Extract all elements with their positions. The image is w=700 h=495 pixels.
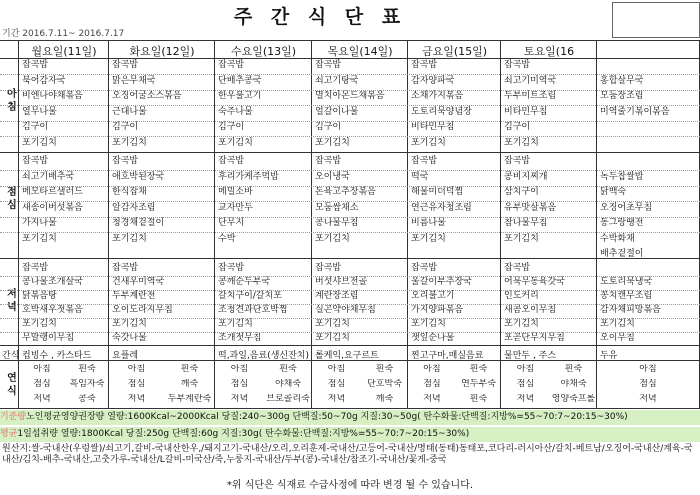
breakfast-item: 김구이 bbox=[218, 122, 245, 132]
breakfast-item: 두부미트조림 bbox=[504, 91, 557, 101]
lunch-item: 메모타르샐러드 bbox=[22, 187, 83, 197]
page-title: 주 간 식 단 표 bbox=[233, 6, 407, 28]
dinner-item: 건새우미역국 bbox=[112, 277, 165, 287]
lunch-item: 애호박된장국 bbox=[112, 171, 165, 182]
footer-note: *위 식단은 식재료 수급사정에 따라 변경 될 수 있습니다. bbox=[226, 480, 474, 491]
breakfast-item: 열무나물 bbox=[22, 106, 57, 117]
dinner-item: 잡곡밥 bbox=[411, 263, 438, 273]
staff-cell: 점심 bbox=[230, 379, 249, 389]
breakfast-item: 잡곡밥 bbox=[112, 60, 139, 70]
dinner-item: 버섯샤브전골 bbox=[315, 277, 368, 287]
period-label: 기간 2016.7.11~ 2016.7.17 bbox=[2, 29, 125, 39]
nutrition-standard: 기준량노인평균영양권장량 열량:1600Kcal~2000Kcal 당질:240~300g 단백질:50~70g 지질:30~50g( 탄수화물:단백질:지방%=55~70:7~20:15~30%) bbox=[0, 410, 700, 425]
meal-label-breakfast: 아 침 bbox=[7, 89, 17, 113]
breakfast-item: 포기김치 bbox=[218, 137, 253, 148]
lunch-item: 삼치구이 bbox=[504, 187, 539, 197]
breakfast-item: 모둠장조림 bbox=[600, 91, 644, 101]
lunch-item: 콩나물무침 bbox=[315, 218, 359, 228]
lunch-item: 해물미더덕찜 bbox=[411, 187, 464, 197]
dinner-item: 감자채피망볶음 bbox=[600, 305, 661, 315]
breakfast-item: 단배추콩국 bbox=[218, 75, 262, 86]
lunch-item: 잡곡밥 bbox=[411, 156, 438, 166]
breakfast-item: 잡곡밥 bbox=[504, 60, 531, 70]
staff-cell: 아침 bbox=[423, 364, 441, 374]
staff-cell: 저녁 bbox=[639, 394, 657, 404]
staff-cell: 저녁 bbox=[516, 394, 535, 404]
lunch-item: 콩비지찌개 bbox=[504, 171, 548, 182]
dinner-item: 두부계란전 bbox=[112, 291, 156, 301]
lunch-item: 교자만두 bbox=[218, 202, 253, 213]
lunch-item: 새송이버섯볶음 bbox=[22, 202, 83, 213]
dinner-item: 잡곡밥 bbox=[22, 263, 49, 273]
lunch-item: 잡곡밥 bbox=[504, 156, 531, 166]
snack-item: 찐고구마,매실음료 bbox=[411, 351, 484, 361]
staff-cell: 아침 bbox=[127, 364, 146, 374]
dinner-item: 포기김치 bbox=[112, 319, 147, 329]
day-header: 월요일(11일) bbox=[31, 45, 97, 58]
dinner-item: 포기김치 bbox=[315, 319, 350, 329]
lunch-item: 알감자조림 bbox=[112, 202, 156, 213]
dinner-item: 포기김치 bbox=[315, 333, 350, 343]
dinner-item: 잡곡밥 bbox=[218, 263, 245, 273]
breakfast-item: 포기김치 bbox=[411, 137, 446, 148]
staff-cell: 흰죽 bbox=[564, 364, 583, 374]
breakfast-item: 포기김치 bbox=[22, 137, 57, 148]
staff-cell: 아침 bbox=[516, 364, 535, 374]
breakfast-item: 비엔나야채볶음 bbox=[22, 91, 83, 101]
dinner-item: 포기김치 bbox=[218, 319, 253, 329]
staff-cell: 아침 bbox=[33, 364, 51, 374]
staff-cell: 아침 bbox=[639, 364, 657, 374]
dinner-item: 잡곡밥 bbox=[504, 263, 531, 273]
dinner-item: 꽁치캔무조림 bbox=[600, 291, 653, 301]
staff-cell: 점심 bbox=[327, 379, 346, 389]
breakfast-item: 오징어굴소스볶음 bbox=[112, 91, 182, 101]
snack-item: 떡,과일,음료(생신잔치) bbox=[218, 351, 309, 361]
dinner-item: 포곧단무지무침 bbox=[504, 333, 565, 343]
lunch-item: 포기김치 bbox=[22, 233, 57, 244]
breakfast-item: 비타민무침 bbox=[504, 106, 548, 117]
breakfast-item: 김구이 bbox=[504, 122, 531, 132]
breakfast-item: 한우불고기 bbox=[218, 91, 262, 101]
staff-cell: 저녁 bbox=[127, 394, 146, 404]
staff-cell: 야채죽 bbox=[560, 379, 587, 389]
staff-cell: 저녁 bbox=[327, 394, 346, 404]
breakfast-item: 포기김치 bbox=[504, 137, 539, 148]
dinner-item: 닭볶음탕 bbox=[22, 291, 57, 301]
breakfast-item: 잡곡밥 bbox=[218, 60, 245, 70]
staff-cell: 저녁 bbox=[230, 394, 249, 404]
staff-cell: 아침 bbox=[230, 364, 249, 374]
dinner-item: 콩깨순두부국 bbox=[218, 277, 271, 287]
origin-info: 원산지:쌀-국내산(우렁쌀)/쇠고기,갈비-국내산한우,/돼지고기-국내산/오리,오리훈제-국내산/고등어-국내산/명태(동태)동태포,코다리-러시아산/갈치-베트남/오징어-국내산/계육-국내산/김치-배추-국내산,고춧가루-국내산/L갈비-미국산/죽,누룽지-국내산/두부(콩)-국내산/참조기-국내산/꽃게-중국 bbox=[2, 444, 693, 465]
lunch-item: 한식잡채 bbox=[112, 187, 147, 197]
breakfast-item: 김구이 bbox=[112, 122, 139, 132]
staff-cell: 점심 bbox=[33, 379, 51, 389]
lunch-item: 포기김치 bbox=[112, 233, 147, 244]
lunch-item: 포기김치 bbox=[315, 233, 350, 244]
breakfast-item: 미역줄기볶이볶음 bbox=[600, 106, 670, 117]
lunch-item: 잡곡밥 bbox=[218, 156, 245, 166]
lunch-item: 포기김치 bbox=[411, 233, 446, 244]
lunch-item: 참나물무침 bbox=[504, 218, 548, 228]
staff-label: 연 식 bbox=[7, 373, 17, 397]
breakfast-item: 멸치아몬드채볶음 bbox=[315, 91, 385, 101]
staff-cell: 흰죽 bbox=[78, 364, 96, 374]
lunch-item: 오징어초무침 bbox=[600, 202, 653, 213]
snack-label: 간식 bbox=[2, 351, 20, 361]
snack-item: 요플레 bbox=[112, 351, 139, 361]
day-header: 토요일(16 bbox=[523, 45, 575, 58]
lunch-item: 떡국 bbox=[411, 171, 429, 182]
meal-label-dinner: 저 녁 bbox=[7, 289, 17, 313]
lunch-item: 수박화채 bbox=[600, 233, 635, 244]
dinner-item: 포기김치 bbox=[504, 319, 539, 329]
dinner-item: 조청견과단호박찜 bbox=[218, 305, 288, 315]
breakfast-item: 맑은무채국 bbox=[112, 75, 156, 86]
breakfast-item: 소채가지볶음 bbox=[411, 91, 464, 101]
dinner-item: 도토리묵냉국 bbox=[600, 277, 653, 287]
lunch-item: 닭백숙 bbox=[600, 187, 627, 197]
day-header: 화요일(12일) bbox=[129, 45, 195, 58]
day-header: 목요일(14일) bbox=[327, 45, 393, 58]
staff-cell: 저녁 bbox=[423, 394, 441, 404]
dinner-item: 포기김치 bbox=[22, 319, 57, 329]
lunch-item: 가지나물 bbox=[22, 218, 57, 228]
lunch-item: 후리가케주먹밥 bbox=[218, 171, 279, 182]
dinner-item: 숙갓나물 bbox=[112, 333, 147, 343]
breakfast-item: 근대나물 bbox=[112, 106, 147, 117]
dinner-item: 잡곡밥 bbox=[315, 263, 342, 273]
dinner-item: 인도커리 bbox=[504, 291, 539, 301]
lunch-item: 유부맛살볶음 bbox=[504, 202, 557, 213]
breakfast-item: 쇠고기미역국 bbox=[504, 75, 557, 86]
snack-item: 컵빙수 , 카스타드 bbox=[22, 351, 92, 361]
breakfast-item: 잡곡밥 bbox=[22, 60, 49, 70]
lunch-item: 메밀소바 bbox=[218, 187, 253, 197]
lunch-item: 녹두찹쌀밥 bbox=[600, 171, 644, 182]
lunch-item: 쇠고기배추국 bbox=[22, 171, 75, 182]
staff-cell: 점심 bbox=[423, 379, 441, 389]
breakfast-item: 김구이 bbox=[315, 122, 342, 132]
dinner-item: 오리불고기 bbox=[411, 291, 455, 301]
staff-cell: 흰죽 bbox=[180, 364, 199, 374]
title-side-box bbox=[612, 2, 700, 38]
nutrition-average: 평균1일섭취량 열량:1800Kcal 당질:250g 단백질:60g 지질:30g( 탄수화물:단백질:지방%=55~70:7~20:15~30%) bbox=[0, 427, 700, 442]
breakfast-item: 감자양파국 bbox=[411, 75, 455, 86]
lunch-item: 포기김치 bbox=[504, 233, 539, 244]
dinner-item: 잡곡밥 bbox=[112, 263, 139, 273]
breakfast-item: 북어감자국 bbox=[22, 75, 66, 86]
breakfast-item: 도토리묵양념장 bbox=[411, 106, 472, 117]
lunch-item: 동그랑땡전 bbox=[600, 218, 644, 228]
dinner-item: 콩나물조개살국 bbox=[22, 277, 83, 287]
dinner-item: 계란장조림 bbox=[315, 291, 359, 301]
staff-cell: 야채죽 bbox=[274, 379, 302, 389]
staff-cell: 영양죽프롤 bbox=[551, 394, 596, 404]
dinner-item: 잿잎순나물 bbox=[411, 333, 455, 343]
snack-item: 롤케익,요구르트 bbox=[315, 351, 379, 361]
breakfast-item: 포기김치 bbox=[315, 137, 350, 148]
meal-label-lunch: 점 심 bbox=[7, 187, 17, 211]
dinner-item: 갈치구이/갈치포 bbox=[218, 291, 282, 301]
lunch-item: 배추겉절이 bbox=[600, 249, 644, 259]
lunch-item: 오이냉국 bbox=[315, 171, 350, 182]
staff-cell: 흰죽 bbox=[469, 394, 488, 404]
breakfast-item: 숙주나물 bbox=[218, 106, 253, 117]
breakfast-item: 잡곡밥 bbox=[315, 60, 342, 70]
staff-cell: 흰죽 bbox=[279, 364, 297, 374]
lunch-item: 잡곡밥 bbox=[315, 156, 342, 166]
dinner-item: 실곤약야채무침 bbox=[315, 305, 376, 315]
lunch-item: 모둠쌈채소 bbox=[315, 202, 359, 213]
day-header: 수요일(13일) bbox=[230, 45, 297, 58]
breakfast-item: 포기김치 bbox=[112, 137, 147, 148]
lunch-item: 청경채겉절이 bbox=[112, 218, 165, 228]
staff-cell: 흰죽 bbox=[469, 364, 488, 374]
staff-cell: 깨죽 bbox=[180, 379, 199, 389]
dinner-item: 무말랭이무침 bbox=[22, 333, 75, 343]
staff-cell: 점심 bbox=[127, 379, 146, 389]
dinner-item: 새콤오이무침 bbox=[504, 305, 557, 315]
staff-cell: 두부계란죽 bbox=[167, 394, 212, 404]
staff-cell: 연두부죽 bbox=[461, 379, 496, 389]
breakfast-item: 잡곡밥 bbox=[411, 60, 438, 70]
breakfast-item: 홍합살무국 bbox=[600, 75, 644, 86]
snack-item: 물만두 , 주스 bbox=[504, 351, 557, 361]
staff-cell: 콩죽 bbox=[78, 394, 96, 404]
breakfast-item: 김구이 bbox=[22, 122, 49, 132]
breakfast-item: 얼갈이나물 bbox=[315, 106, 359, 117]
snack-item: 두유 bbox=[600, 351, 618, 361]
staff-cell: 점심 bbox=[639, 379, 657, 389]
lunch-item: 단무지 bbox=[218, 218, 245, 228]
lunch-item: 연근유자청조림 bbox=[411, 202, 472, 213]
lunch-item: 돈육고추장볶음 bbox=[315, 187, 376, 197]
lunch-item: 잡곡밥 bbox=[112, 156, 139, 166]
staff-cell: 저녁 bbox=[33, 394, 51, 404]
dinner-item: 울갈이부추장국 bbox=[411, 277, 472, 287]
lunch-item: 잡곡밥 bbox=[22, 156, 49, 166]
dinner-item: 어묵무동육갓국 bbox=[504, 277, 565, 287]
lunch-item: 비름나물 bbox=[411, 218, 446, 228]
dinner-item: 포기김치 bbox=[600, 319, 635, 329]
breakfast-item: 쇠고기탕국 bbox=[315, 75, 359, 86]
staff-cell: 흰죽 bbox=[375, 364, 394, 374]
breakfast-item: 비타민무침 bbox=[411, 122, 455, 132]
dinner-item: 가지양파볶음 bbox=[411, 305, 464, 315]
dinner-item: 포기김치 bbox=[411, 319, 446, 329]
dinner-item: 오이무침 bbox=[600, 333, 635, 343]
staff-cell: 흑임자죽 bbox=[69, 379, 105, 389]
staff-cell: 단호박죽 bbox=[367, 379, 402, 389]
dinner-item: 오이도라지무침 bbox=[112, 305, 173, 315]
dinner-item: 조개젓무침 bbox=[218, 333, 262, 343]
staff-cell: 브로콜리죽 bbox=[266, 394, 310, 404]
staff-cell: 깨죽 bbox=[375, 394, 394, 404]
dinner-item: 호박새우젓볶음 bbox=[22, 305, 83, 315]
day-header: 금요일(15일) bbox=[421, 45, 488, 58]
lunch-item: 수박 bbox=[218, 233, 236, 244]
staff-cell: 아침 bbox=[327, 364, 346, 374]
staff-cell: 점심 bbox=[516, 379, 535, 389]
